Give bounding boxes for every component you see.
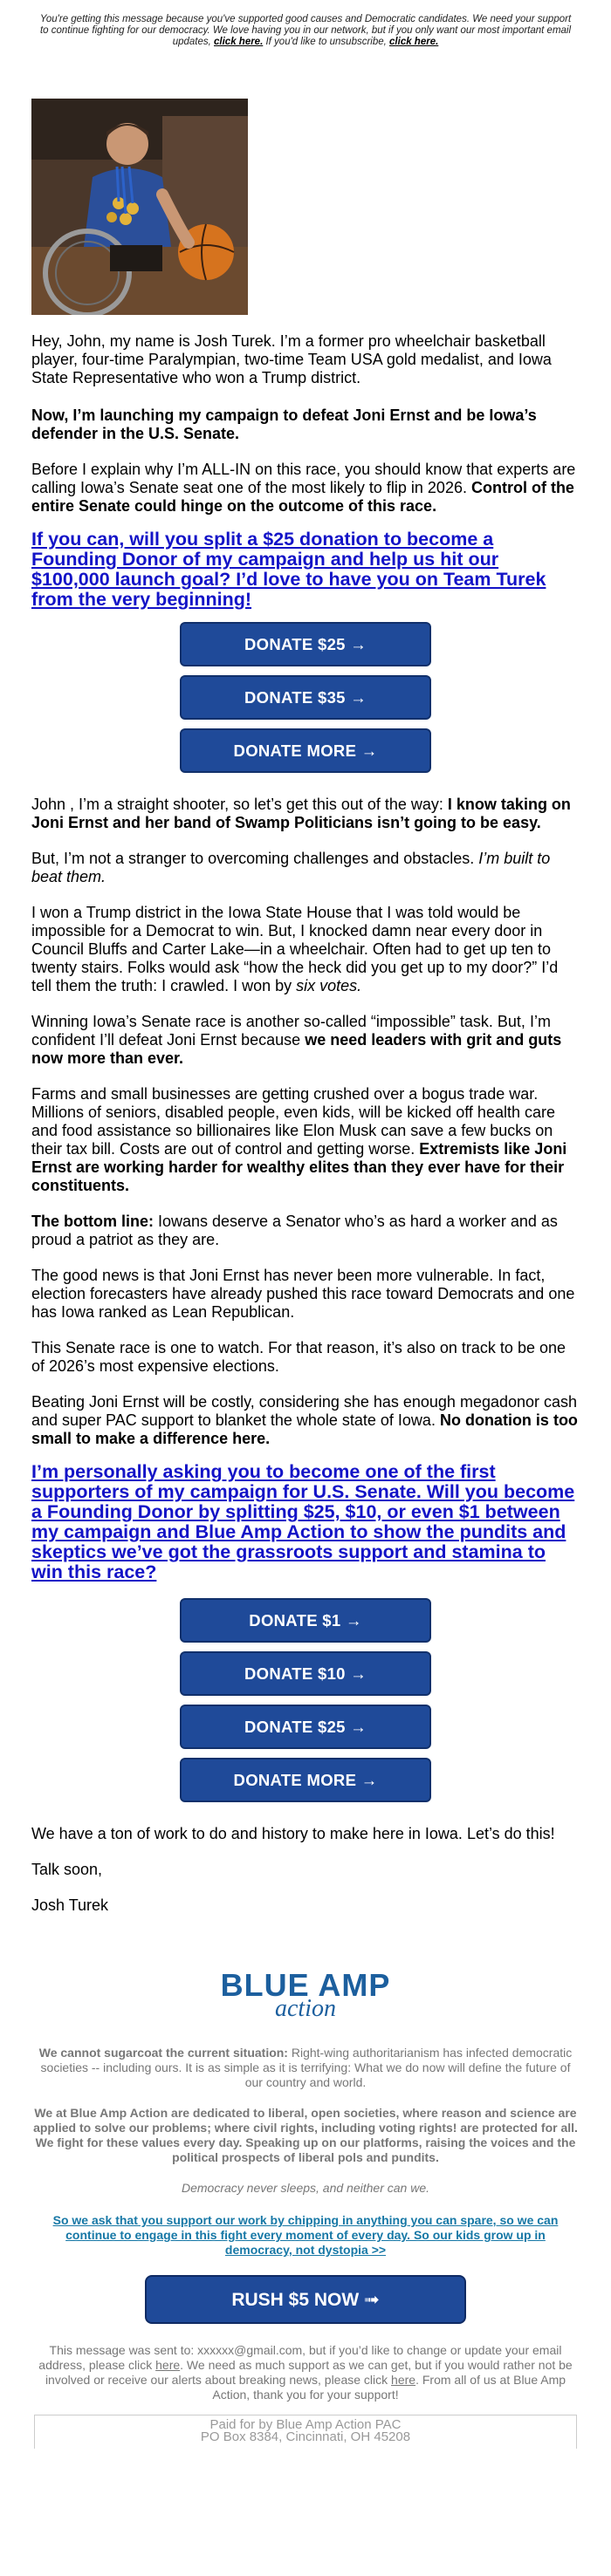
preheader	[19, 0, 592, 48]
preferences-link[interactable]: click here.	[214, 37, 264, 47]
text: Before I explain why I’m ALL-IN on this race, you should know that experts are calling Iowa’s Senate seat one of the most likely to flip in 2026.	[31, 461, 576, 496]
blue-amp-logo[interactable]	[205, 1967, 406, 2030]
text: . We need as much support as we can get, but if you would rather not be involved or receive our alerts about breaking news, please click	[45, 2358, 573, 2387]
text: Farms and small businesses are getting crushed over a bogus trade war. Millions of seniors, disabled people, even kids, will be kicked off health care and food assistance so billionaires like Elon Musk can save a few bucks on their tax bill. Costs are out of control and getting worse.	[31, 1085, 555, 1158]
rush-5-button[interactable]: RUSH $5 NOW ➟	[145, 2275, 466, 2324]
hero-illustration	[31, 99, 248, 315]
paragraph	[31, 904, 580, 995]
paragraph	[31, 1013, 580, 1068]
text: Winning Iowa’s Senate race is another so-called “impossible” task. But, I’m confident I’ll defeat Joni Ernst because	[31, 1013, 551, 1049]
signature-name: Josh Turek	[31, 1896, 109, 1914]
text: John , I’m a straight shooter, so let’s get this out of the way:	[31, 796, 448, 813]
email-wrapper	[19, 0, 592, 2449]
text-bold: I know taking on Joni Ernst and her band of Swamp Politicians isn’t going to be easy.	[31, 796, 571, 831]
donate-25-button[interactable]: DONATE $25 →	[180, 1705, 431, 1749]
paragraph: We have a ton of work to do and history to make here in Iowa. Let’s do this!	[31, 1825, 555, 1842]
text: . From all of us at Blue Amp Action, thank you for your support!	[212, 2373, 566, 2402]
donate-10-button[interactable]: DONATE $10 →	[180, 1651, 431, 1696]
text: Right-wing authoritarianism has infected democratic societies -- including ours. It is as simple as it is terrifying: What we do now will define the future of our country and world.	[40, 2046, 573, 2089]
text: Beating Joni Ernst will be costly, considering she has enough megadonor cash and super PAC support to blanket the whole state of Iowa.	[31, 1393, 578, 1429]
address-text: PO Box 8384, Cincinnati, OH 45208	[200, 2429, 411, 2444]
signature-block	[31, 1825, 580, 1915]
sign-off: Talk soon,	[31, 1861, 103, 1878]
paragraph	[31, 796, 580, 832]
text-bold: Extremists like Joni Ernst are working harder for wealthy elites than they ever have for their constituents.	[31, 1140, 567, 1194]
text: Iowans deserve a Senator who’s as hard a worker and as proud a patriot as they are.	[31, 1213, 558, 1248]
paragraph: This Senate race is one to watch. For that reason, it’s also on track to be one of 2026’s most expensive elections.	[31, 1339, 566, 1375]
donation-ask-link-2[interactable]: I’m personally asking you to become one of the first supporters of my campaign for U.S. Senate. Will you become a Founding Donor by splitting $25, $10, or even $1 between my campaign and Blue Amp Action to show the pundits and skeptics we’ve got the grassroots support and stamina to win this race?	[31, 1461, 575, 1582]
paragraph	[31, 850, 580, 886]
opt-out-link[interactable]: here	[391, 2373, 416, 2387]
text-bold: We cannot sugarcoat the current situation:	[38, 2046, 288, 2060]
donate-buttons-1	[31, 622, 580, 782]
donate-buttons-2	[31, 1598, 580, 1811]
hero-photo	[31, 99, 248, 315]
text: But, I’m not a stranger to overcoming challenges and obstacles.	[31, 850, 479, 867]
logo-amp: AMP	[318, 1967, 391, 2003]
unsubscribe-link[interactable]: click here.	[389, 37, 439, 47]
paragraph	[31, 1085, 580, 1195]
text-bold: we need leaders with grit and guts now more than ever.	[31, 1031, 562, 1067]
paragraph	[31, 1393, 580, 1448]
logo-action: action	[275, 1995, 336, 2022]
donate-35-button[interactable]: DONATE $35 →	[180, 675, 431, 720]
paid-for-box	[34, 2415, 577, 2449]
text-bold: No donation is too small to make a difference here.	[31, 1411, 578, 1447]
donate-25-button[interactable]: DONATE $25 →	[180, 622, 431, 666]
text: I won a Trump district in the Iowa State House that I was told would be impossible for a Democrat to win. But, I knocked damn near every door in Council Bluffs and Carter Lake—in a wheelchair. Often had to get up ten to twenty stairs. Folks would ask “how the heck did you get up to my door?” I’d tell them the truth: I crawled. I won by	[31, 904, 559, 994]
paragraph	[31, 1213, 580, 1249]
text-italic: I’m built to beat them.	[31, 850, 551, 885]
text-italic: six votes.	[296, 977, 362, 994]
logo-blue: BLUE	[220, 1967, 310, 2003]
paragraph-launch: Now, I’m launching my campaign to defeat Joni Ernst and be Iowa’s defender in the U.S. Senate.	[31, 407, 537, 442]
footer-legal	[19, 2343, 592, 2402]
text-bold: Control of the entire Senate could hinge on the outcome of this race.	[31, 479, 574, 515]
update-email-link[interactable]: here	[155, 2358, 181, 2372]
donate-more-button[interactable]: DONATE MORE →	[180, 728, 431, 773]
paid-for-text: Paid for by Blue Amp Action PAC	[209, 2417, 402, 2432]
paragraph	[31, 461, 580, 516]
preheader-text: You're getting this message because you've supported good causes and Democratic candidates. We need your support to continue fighting for our democracy. We love having you in our network, but if you only want our most important email updates,	[39, 14, 572, 47]
footer-tagline: Democracy never sleeps, and neither can we.	[181, 2181, 430, 2195]
donate-more-button[interactable]: DONATE MORE →	[180, 1758, 431, 1802]
support-link[interactable]: So we ask that you support our work by chipping in anything you can spare, so we can continue to engage in this fight every moment of every day. So our kids grow up in democracy, not dystopia >>	[52, 2213, 559, 2257]
text: This message was sent to: xxxxxx@gmail.com, but if you’d like to change or update your email address, please click	[38, 2343, 562, 2372]
letter-body	[19, 332, 592, 1915]
footer-paragraph: We at Blue Amp Action are dedicated to liberal, open societies, where reason and science are applied to solve our problems; where civil rights, including voting rights! are protected for all. We fight for these values every day. Speaking up on our platforms, raising the voices and the political prospects of liberal pols and pundits.	[33, 2106, 578, 2164]
paragraph: Hey, John, my name is Josh Turek. I’m a former pro wheelchair basketball player, four-time Paralympian, two-time Team USA gold medalist, and Iowa State Representative who won a Trump district.	[31, 332, 552, 386]
footer-paragraph	[19, 2046, 592, 2090]
preheader-mid: If you'd like to unsubscribe,	[263, 37, 390, 47]
footer	[19, 1967, 592, 2449]
donate-1-button[interactable]: DONATE $1 →	[180, 1598, 431, 1643]
text-bold: The bottom line:	[31, 1213, 154, 1230]
paragraph: The good news is that Joni Ernst has never been more vulnerable. In fact, election forecasters have already pushed this race toward Democrats and one has Iowa ranked as Lean Republican.	[31, 1267, 575, 1321]
donation-ask-link[interactable]: If you can, will you split a $25 donation to become a Founding Donor of my campaign and help us hit our $100,000 launch goal? I’d love to have you on Team Turek from the very beginning!	[31, 529, 546, 610]
